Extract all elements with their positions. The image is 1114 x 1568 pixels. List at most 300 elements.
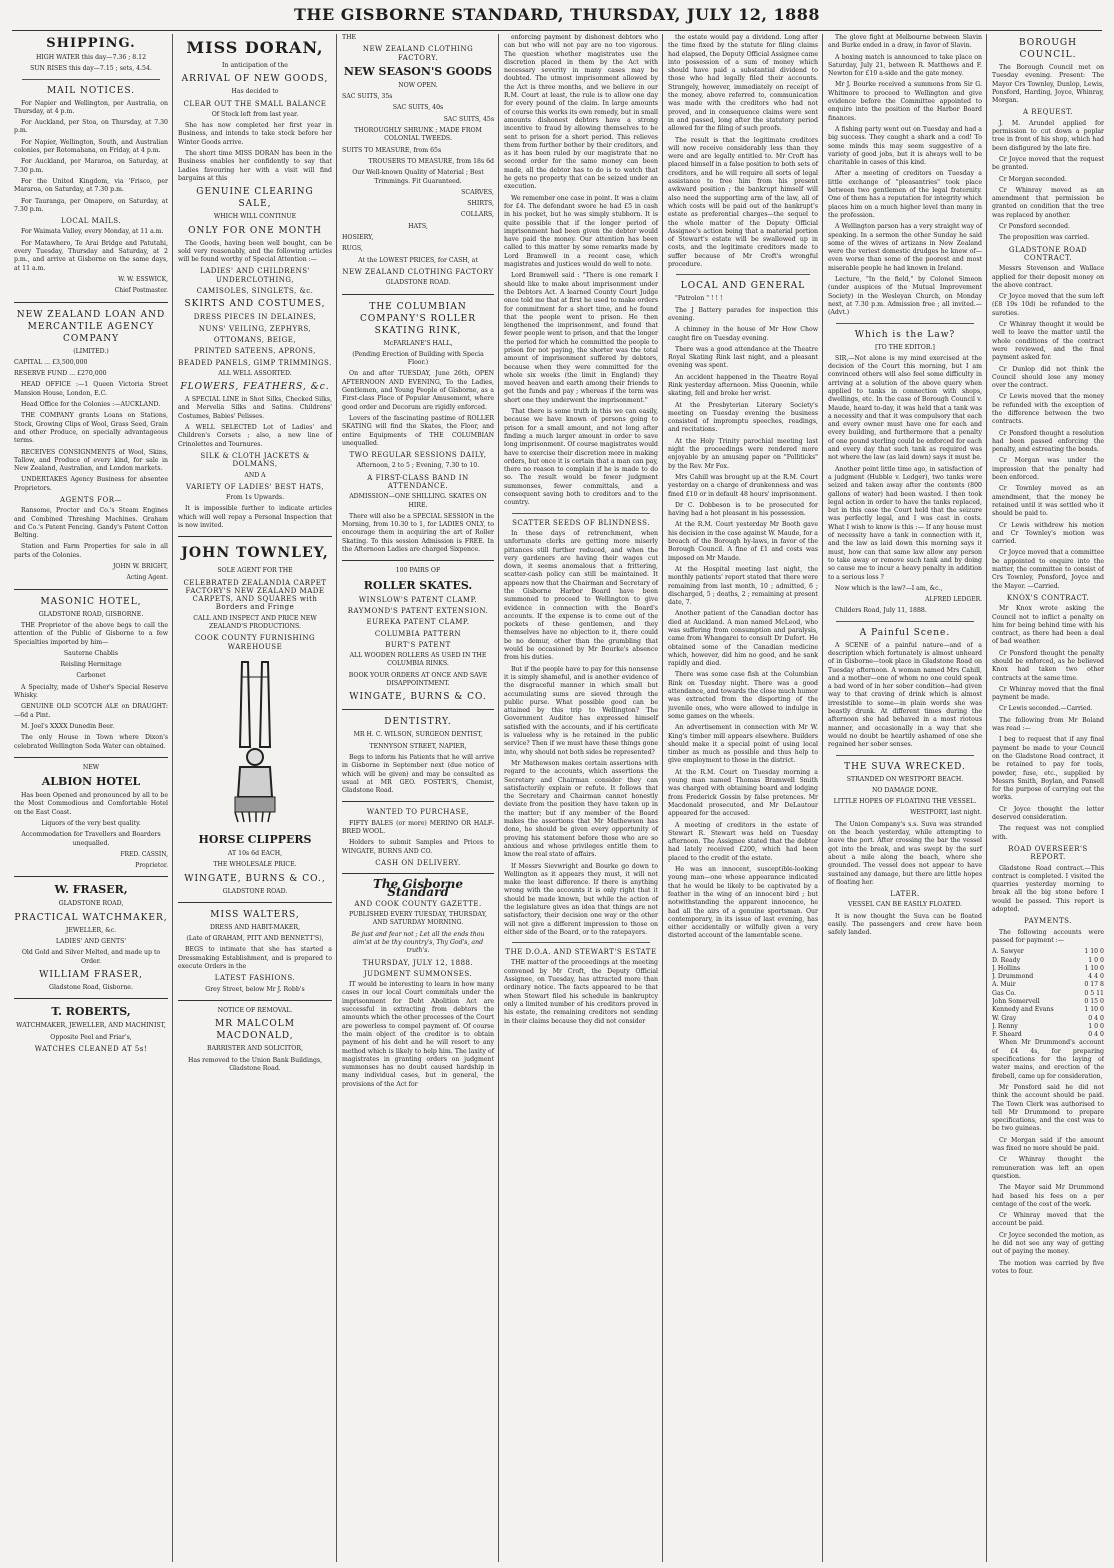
nzcf-title-2: NEW ZEALAND CLOTHING FACTORY [342,267,494,276]
payment-row [992,948,1104,956]
lowest-prices: At the LOWEST PRICES, for CASH, at [358,256,478,264]
walters-text: BEGS to intimate that she has started a Dressmaking Establishment, and is prepared to execute Orders in the [178,946,332,971]
payment-row [992,998,1104,1006]
mail-item: For Napier, Wellington, South, and Australian colonies, per Rotomahana, on Friday, at 4 p.m. [14,138,168,155]
divider [836,323,974,324]
overseer-title: ROAD OVERSEER'S REPORT. [1008,844,1088,862]
council-text: The following from Mr Boland was read :— [992,716,1104,733]
fraser-name: WILLIAM FRASER, [39,969,143,980]
macdonald-title: MR MALCOLM MACDONALD, [214,1019,295,1042]
doran-special-line: A SPECIAL LINE in Shot Silks, Checked Silks, and Mervelia Silks and Satins. Childrens' Costumes, Babies' Pelisses. [178,396,332,420]
council-text: Cr Lewis seconded.—Carried. [999,705,1093,713]
doran-well-selected: A WELL SELECTED Lot of Ladies' and Children's Corsets ; also, a new line of Crinolettes and Tournures. [178,424,332,448]
capital-line: CAPITAL ... £3,500,000 [14,358,88,366]
payments-title: PAYMENTS. [1024,917,1072,926]
shipping-title: SHIPPING. [46,36,136,51]
doran-impossible: It is impossible further to indicate articles which will well repay a Personal Inspection that is now invited. [178,505,332,529]
news-item: Mr J. Bourke received a summons from Sir G. Whitmore to proceed to Wellington and give evidence before the Committee appointed to enquire into the position of the Harbor Board finances. [828,81,982,122]
council-text: When Mr Drummond's account of £4 4s, for preparing specifications for the laying of water mains, and erection of the firebell, came up for consideration, [992,1039,1104,1080]
later-title: LATER. [890,890,920,899]
payee: A. Muir [992,981,1016,989]
doran-decided: Has decided to [231,88,279,96]
article-text: enforcing payment by dishonest debtors who can but who will not pay are no too vigorous. The question whether magistrates use the discretion placed in them by the Act with necessary severity in many cases may be doubted. The utmost imprisonment allowed by the Act is three months, and we believe in our R.M. Court at least, the rule is to allow one day for every pound of the claim. In large amounts of course this works its own remedy, but in small amounts dishonest debtors have a strong incentive to fraud by allowing themselves to be sent to prison for a short period. This relieves them from further bother by their creditors, and as it has been ruled by our magistrate that no second order for the same money can been made, all the debtor has to do is to watch that he gets no property that can be seized under an execution. [504,34,658,191]
macdonald-trade: BARRISTER AND SOLICITOR, [207,1045,303,1053]
mail-notices-title: MAIL NOTICES. [46,85,136,96]
doran-item: LADIES' AND CHILDRENS' UNDERCLOTHING, [200,267,310,284]
painful-text: A SCENE of a painful nature—and of a description which fortunately is almost unheard of in Gisborne—took place in Gladstone Road on Tuesday afternoon. A woman named Mrs Cahill, and a mother—one of whom no one could speak a bad word of in her sober condition—had given way to that craving of drink which is almost irresistible to some—in plain words she was beastly drunk. At different times during the afternoon she had behaved in a most riotous manner, and occasionally in a way that she would no doubt be heartily ashamed of one she regained her sober senses. [828,641,982,749]
council-text: Messrs Stevenson and Wallace applied for their deposit money on the above contract. [992,265,1104,289]
divider [342,801,494,802]
nzcf-title: NEW ZEALAND CLOTHING FACTORY. [362,45,474,62]
albion-title: ALBION HOTEL [41,775,141,789]
fraser-trade: PRACTICAL WATCHMAKER, [14,912,168,923]
payee: D. Ready [992,956,1021,964]
local-item: A chimney in the house of Mr How Chow caught fire on Tuesday evening. [668,326,818,342]
walters-trade: DRESS AND HABIT-MAKER, [209,923,301,931]
local-item: Dr C. Dobbeson is to be prosecuted for having had a hot pleasant in his possession. [668,501,818,518]
payment-row [992,1031,1104,1039]
albion-new: NEW [82,763,100,771]
suva-title: THE SUVA WRECKED. [844,761,966,772]
payment-row [992,973,1104,981]
local-item: "Patrolon " ! ! ! [675,295,723,303]
payee: F. Sheard [992,1031,1022,1039]
payee: Gas Co. [992,989,1017,997]
council-text: Cr Whinray moved that the account be paid. [992,1212,1104,1228]
mail-item: For Tauranga, per Omapere, on Saturday, at 7.30 p.m. [14,197,168,213]
clippers-price: AT 10s 6d EACH, [227,849,283,857]
law-text: SIR,—Not alone is my mind exercised at the decision of the Court this morning, but I am convinced others will also feel some difficulty in arriving at a solution of the above query when applied to tanks in connection with shops, dwellings, etc. In the case of Borough Council v. Maude, heard to-day, it was held that a tank was a necessity and that it was compulsory that each and every owner must have one for each and every building, and furthermore that a penalty of one pound sterling could be enforced for each and every day that such tank as required was not where the law (as laid down) says it must be. [828,354,982,462]
stores-text: Station and Farm Properties for sale in all parts of the Colonies. [14,543,168,559]
local-item: At the Holy Trinity parochial meeting last night the proceedings were rendered more enjoyable by an amusing paper on "Polliticks" by the Rev. Mr Fox. [668,437,818,470]
payee: J. Hollins [992,964,1021,972]
column-1 [14,34,173,1562]
roberts-trade: WATCHMAKER, JEWELLER, AND MACHINIST, [16,1022,166,1030]
fraser-ladies: LADIES' AND GENTS' [55,938,127,946]
columbian-sessions: TWO REGULAR SESSIONS DAILY, [349,451,487,460]
fraser-trade2: JEWELLER, &c. [65,926,117,934]
doran-title: MISS DORAN, [186,38,324,57]
townley-title: JOHN TOWNLEY, [181,545,329,562]
payee: A. Sawyer [992,948,1024,956]
columbian-special: There will also be a SPECIAL SESSION in the Morning, from 10.30 to 1, for LADIES ONLY, to encourage them in acquiring the art of Roller Skating. To this session Admission is FREE. In the Afternoon Ladies are charged Sixpence. [342,512,494,554]
dentistry-title: DENTISTRY. [384,717,452,728]
wine-line: Sauterne Chablis [63,649,119,657]
local-item: At the R.M. Court on Tuesday morning a young man named Thomas Bramwell Smith was charged with obtaining board and lodging from Frederick Gossin by false pretences. Mr Macdonald prosecuted, and Mr DeLautour appeared for the accused. [668,768,818,818]
council-text: J. M. Arundel applied for permission to cut down a poplar tree in front of his shop, which had been disfigured by the late fire. [992,119,1104,152]
masthead-rule [12,30,1102,31]
payment-amount: 1 10 0 [1084,1006,1104,1014]
local-item: The J Battery parades for inspection this evening. [668,306,818,322]
wilson-name: MR H. C. WILSON, SURGEON DENTIST, [353,731,483,739]
doa-text: THE matter of the proceedings at the meeting convened by Mr Croft, the Deputy Official Assignee, on Tuesday, has attracted more than ordinary notice. The facts appeared to be that when Stewart filed his schedule in bankruptcy only a limited number of his creditors proved in his estate, the remaining creditors not sending in their claims because they did not consider [504,959,658,1025]
article-text: That there is some truth in this we can easily, because we have known of persons going to prison for a small amount, and not long after finding a much larger amount in order to save long imprisonment. Of course magistrates would have to exercise their discretion more in making orders, but once it is certain that a man can pay, there no reason to complain if he is made to do so. The result would be fewer judgment summonses, fewer committals, and a consequent saving both to creditors and to the country. [504,408,658,507]
council-text: Cr Whinray moved as an amendment that permission be granted on condition that the tree was replaced by another. [992,186,1104,219]
payment-row [992,1015,1104,1023]
suva-text: The Union Company's s.s. Suva was stranded on the beach yesterday, while attempting to leave the port. After crossing the bar the vessel got into the break, and was swept by the surf about a mile along the beach, where she grounded. The vessel does not appear to have sustained any damage, but there are little hopes of floating her. [828,820,982,886]
townley-zealandia: CELEBRATED ZEALANDIA CARPET FACTORY'S NEW ZEALAND MADE CARPETS, AND SQUARES with Borders and Fringe [183,578,327,612]
suit-line: SAC SUITS, 40s [392,104,444,112]
wilson-text: Begs to inform his Patients that he will arrive in Gisborne in September next (due notice of which will be given) and may be consulted as usual at MR GEO. FOSTER'S, Chemist, Gladstone Road. [342,753,494,795]
council-text: Cr Whinray thought it would be well to leave the matter until the whole conditions of the contract were reviewed, and the final payment asked for. [992,321,1104,362]
law-text: Another point little time ago, in satisfaction of a judgment (Hubble v. Ledger), two tanks were seized and taken away after the contents (800 gallons of water) had been wasted. I then took legal action in order to have the tanks replaced, but in this case the Court held that the seizure was perfectly legal, and I was cast in costs. What I wish to know is this :— If any house must of necessity have a tank in connection with it, and the law as laid down this morning says it must, how can that same law allow any person to take away or remove such tank and by doing so cause me to incur a heavy penalty in addition to a serious loss ? [828,465,982,581]
council-text: Cr Townley moved as an amendment, that the money be retained until it was settled who it should be paid to. [992,485,1104,518]
council-text: Cr Joyce moved that a committee be appointed to enquire into the matter, the committee to consist of Crs Townley, Ponsford, Joyce and the Mayor. —Carried. [992,549,1104,590]
doran-sale: GENUINE CLEARING SALE, [196,187,314,210]
payment-amount: 0 5 11 [1084,989,1104,997]
townley-sole-agent: SOLE AGENT FOR THE [217,567,293,575]
nz-loan-text: HEAD OFFICE :—1 Queen Victoria Street Mansion House, London, E.C. [14,381,168,397]
council-text: Cr Whinray moved that the final payment be made. [992,685,1104,702]
fraser-sub: GLADSTONE ROAD, [58,900,124,908]
patent-line: WINSLOW'S PATENT CLAMP. [358,595,478,604]
dixon-text: The only House in Town where Dixon's celebrated Wellington Soda Water can obtained. [14,734,168,750]
council-text: The motion was carried by five votes to four. [992,1259,1104,1275]
doran-item: BEADED PANELS, GIMP TRIMMINGS. [178,358,332,367]
doran-goods: The Goods, having been well bought, can be sold very reasonably, and the following articles will be found worthy of Special Attention :— [178,239,332,264]
divider [14,876,168,877]
paper-motto: Be just and fear not ; Let all the ends thou aim'st at be thy country's, Thy God's, and truth's. [351,930,485,955]
albion-proprietor: FRED. CASSIN, [120,850,168,858]
columbian-pending: (Pending Erection of Building with Specia Floor.) [352,350,484,367]
nz-loan-text: THE COMPANY grants Loans on Stations, Stock, Growing Clips of Wool, Grass Seed, Grain and other Produce, on specially advantageous terms. [14,412,168,445]
payment-row [992,957,1104,965]
macdonald-removed: Has removed to the Union Bank Buildings, Gladstone Road. [187,1056,323,1072]
doran-from: From 1s Upwards. [225,494,285,502]
council-text: Cr Whinray thought the remuneration was left an open question. [992,1156,1104,1180]
paper-date: THURSDAY, JULY 12, 1888. [362,958,474,967]
editorial-title: JUDGMENT SUMMONSES. [363,969,473,978]
divider [14,757,168,758]
columbian-title: THE COLUMBIAN COMPANY'S ROLLER SKATING RINK, [360,301,476,336]
divider [14,998,168,999]
payee: J. Drummond [992,973,1034,981]
divider [836,621,974,622]
local-item: Another patient of the Canadian doctor has died at Auckland. A man named McLeod, who was suffering from consumption and paralysis, came from Whangarei to consult Dr Dufort. He obtained some of the Canadian medicine which, however, did him no good, and he sank rapidly and died. [668,610,818,668]
payment-amount: 1 0 0 [1088,1022,1104,1030]
doran-silk: SILK & CLOTH JACKETS & DOLMANS, [200,451,310,469]
masonic-title: MASONIC HOTEL, [40,596,142,607]
divider [178,902,332,903]
contract-title: GLADSTONE ROAD CONTRACT. [1008,245,1088,262]
scatter-title: SCATTER SEEDS OF BLINDNESS. [512,518,650,527]
wilson-address: TENNYSON STREET, NAPIER, [369,742,467,750]
suva-date: WESTPORT, last night. [910,809,982,817]
roller-skates-title: ROLLER SKATES. [363,578,473,592]
specialty-text: A Specialty, made of Usher's Special Reserve Whisky. [14,683,168,700]
council-text: Cr Ponsford seconded. [999,223,1070,231]
paper-published: PUBLISHED EVERY TUESDAY, THURSDAY, AND SATURDAY MORNING. [348,911,488,927]
payment-amount: 1 10 0 [1084,948,1104,956]
albion-proprietor-title: Proprietor. [135,862,168,870]
roberts-clean: WATCHES CLEANED AT 5s! [34,1044,148,1053]
editorial-text: IT would be interesting to learn in how many cases in our local Court commitals under the imprisonment for Debt Abolition Act are successful in extracting from debtors the amounts which the other processes of the Court are powerless to compel payment of. Of course the main object of the creditor is to obtain payment of his debt and he will resort to any method which is likely to help him. The laxity of magistrates in granting orders on judgment summonses has no doubt caused hardship in many individual cases, but in general, the provisions of the Act for [342,981,494,1088]
council-text: Cr Lewis withdrew his motion and Cr Townley's motion was carried. [992,521,1104,546]
fraser-title: W. FRASER, [54,883,128,897]
mail-item: For Napier and Wellington, per Australia, on Thursday, at 4 p.m. [14,99,168,115]
column-6 [828,34,987,1562]
council-text: Cr Ponsford thought the penalty should be enforced, as he believed Knox had taken two other contracts at the same time. [992,649,1104,682]
article-text: the estate would pay a dividend. Long after the time fixed by the statute for filing claims had elapsed, the Deputy Official Assignee came into possession of a sum of money which should have paid a substantial dividend to those who had legally filed their accounts. Strangely, however, immediately on receipt of the money, above referred to, communication was made with the creditors who had not proved, and in consequence claims were sent in and passed, long after the statutory period allowed for the filing of such proofs. [668,34,818,133]
payee: J. Renny [992,1022,1018,1030]
doran-item: OTTOMANS, BEIGE, [213,335,297,344]
doran-item: CAMISOLES, SINGLETS, &c. [196,287,314,296]
request-title: A REQUEST. [1022,108,1074,117]
article-text: Lord Bramwell said : "There is one remark I should like to make about imprisonment under the Debtors Act. A learned County Court Judge once told me that at first he used to make orders for commitment for a short time, and he found that the people went to prison. He then lengthened the imprisonment, and found that fewer people went to prison, and that the longer the period for which he committed the people to prison for not paying, the shorter was the total amount of imprisonment suffered by debtors, because when they were committed for the whole six weeks (the limit in England) they moved heaven and earth among their friends to get the funds and pay ; whereas if the term was short one they underwent the imprisonment." [504,272,658,404]
divider [14,589,168,590]
doran-flowers: FLOWERS, FEATHERS, &c. [180,382,330,393]
patent-line: COLUMBIA PATTERN [374,629,462,638]
law-title: Which is the Law? [854,329,956,340]
page-masthead: THE GISBORNE STANDARD, THURSDAY, JULY 12, 1888 [293,5,821,24]
doran-variety: VARIETY OF LADIES' BEST HATS, [186,482,324,491]
divider [512,513,650,514]
article-text: The result is that the legitimate creditors will now receive considerably less than they were and are legally entitled to. Mr Croft has placed himself in a false position to both sets of creditors, and he will require all sorts of legal assistance to free him from his present awkward position ; the bankrupt himself will also need the supporting arm of the law, all of which costs will be paid out of the bankrupt's estate as preferential charges—the sequel to the whole matter of the Deputy Official Assignee's action being that a material portion of Stewart's estate will be swallowed up in costs, and the legitimate creditors made to suffer because of Mr Croft's wrongful procedure. [668,136,818,269]
roberts-title: T. ROBERTS, [51,1005,131,1019]
masonic-text: THE Proprietor of the above begs to call the attention of the Public of Gisborne to a few Specialties imported by him— [14,621,168,646]
column-3 [342,34,499,1562]
divider [342,873,494,874]
clippers-wholesale: THE WHOLESALE PRICE. [213,861,297,869]
clothing-item: RUGS, [342,245,363,253]
scatter-text: If Messrs Sievwright and Bourke go down to Wellington as it appears they must, it will not make the least difference. If there is anything wrong with the accounts it is only right that it should be made known, but while the action of the legislature gives an idea that things are not satisfactory, their decision one way or the other will not give a different impression to those on either side of the Board, or to the ratepayers. [504,862,658,936]
clippers-seller: WINGATE, BURNS & CO., [184,873,326,884]
local-item: A meeting of creditors in the estate of Stewart R. Stewart was held on Tuesday afternoon. The Assignee stated that the debtor had lately received £200, which had been placed to the credit of the estate. [668,821,818,862]
doran-item: DRESS PIECES IN DELAINES, [193,313,317,322]
patent-line: RAYMOND'S PATENT EXTENSION. [347,606,489,615]
local-mails-title: LOCAL MAILS. [60,217,122,226]
council-text: Cr Morgan was under the impression that the penalty had been enforced. [992,457,1104,482]
clothing-item: SCARVES, [461,188,494,196]
local-item: At the Presbyterian Literary Society's meeting on Tuesday evening the business consisted of impromptu speeches, readings, and recitations. [668,401,818,434]
payments-intro: The following accounts were passed for payment :— [992,928,1104,944]
tweeds-line: THOROUGHLY SHRUNK ; MADE FROM COLONIAL TWEEDS. [354,127,482,143]
council-text: Cr Joyce thought the letter deserved consideration. [992,805,1104,822]
nzcf-address: GLADSTONE ROAD. [385,279,451,287]
local-general-title: LOCAL AND GENERAL [680,281,806,292]
divider [836,755,974,756]
painful-title: A Painful Scene. [859,627,951,638]
law-text: Now which is the law?—I am, &c., [835,584,943,592]
council-text: Mr Ponsford said he did not think the account should be paid. The Town Clerk was authorised to tell Mr Drummond to prepare specifications, and the cost was to be two guineas. [992,1083,1104,1133]
wanted-text: FIFTY BALES (or more) MERINO OR HALF-BRED WOOL. [342,819,494,835]
wooden-rollers: ALL WOODEN ROLLERS AS USED IN THE COLUMBIA RINKS. [349,652,487,668]
divider [342,294,494,295]
albion-liquor: Liquors of the very best quality. [41,820,141,827]
doa-title: THE D.O.A. AND STEWART'S ESTATE [505,948,657,957]
columbian-open: On and after TUESDAY, June 26th, OPEN AFTERNOON AND EVENING, To the Ladies, Gentlemen, and Young People of Gisborne, as a First-class Place of Popular Amusement, where good order and Decorum are rigidly enforced. [342,370,494,411]
payee: W. Gray [992,1014,1017,1022]
payment-amount: 1 0 0 [1088,956,1104,964]
news-item: Lecture, "In the field," by Colonel Simeon (under auspices of the Mutual Improvement Society) in the Wesleyan Church, on Monday next, at 7.30 p.m. Admission free ; all invited.—(Advt.) [828,276,982,317]
wanted-holders: Holders to submit Samples and Prices to WINGATE, BURNS AND CO. [342,839,494,855]
council-text: Cr Morgan said if the amount was fixed no more should be paid. [992,1136,1104,1153]
mail-item: For Auckland, per Stoa, on Thursday, at 7.30 p.m. [14,119,168,135]
agents-title: AGENTS FOR— [60,495,122,504]
paper-subtitle: AND COOK COUNTY GAZETTE. [354,899,482,908]
trousers-line: TROUSERS TO MEASURE, from 18s 6d [368,157,494,165]
paper-nameplate: The Gisborne Standard [372,877,464,900]
council-text: I beg to request that if any final payment be made to your Council on the Gladstone Road contract, it be retained to pay for tools, powder, fuse, etc., supplied by Messrs Smith, Boylan, and Pansell for the purpose of carrying out the works. [992,736,1104,802]
pairs-line: 100 PAIRS OF [395,567,441,575]
doran-clear: CLEAR OUT THE SMALL BALANCE [183,99,327,108]
mail-item: For the United Kingdom, via 'Frisco, per Mararoa, on Saturday, at 7.30 p.m. [14,177,168,194]
law-sub: [TO THE EDITOR.] [875,343,935,351]
sun-line: SUN RISES this day—7.15 ; sets, 4.54. [30,65,152,73]
divider [342,560,494,561]
news-item: The glove fight at Melbourne between Slavin and Burke ended in a draw, in favor of Slavin. [828,34,982,50]
local-mail-item: For Waimata Valley, every Monday, at 11 a.m. [21,228,164,236]
divider [14,302,168,303]
clothing-item: SHIRTS, [467,200,494,208]
walters-address: Grey Street, below Mr J. Robb's [205,985,305,993]
borough-intro: The Borough Council met on Tuesday evening. Present: The Mayor Crs Townley, Dunlop, Lewis, Ponsford, Harding, Joyce, Whinray, Morgan. [992,64,1104,105]
overseer-text: Gladstone Road contract.—This contract is completed. I visited the quarries yesterday morning to break all the big stone before I would be passed. This report is adopted. [992,864,1104,914]
manager-name: JOHN W. BRIGHT, [113,563,168,571]
townley-call: CALL AND INSPECT AND PRICE NEW ZEALAND'S PRODUCTIONS. [193,614,317,631]
payments-list [992,948,1104,1039]
nzcf-the: THE [342,34,357,41]
doran-item: PRINTED SATEENS, APRONS, [194,347,316,356]
roberts-address: Opposite Peel and Friar's, [50,1033,132,1041]
doran-stock: Of Stock left from last year. [211,110,299,118]
local-item: At the Hospital meeting last night, the monthly patients' report stated that there were remaining from last month, 10 ; admitted, 6 ; discharged, 5 ; deaths, 2 ; remaining at present date, 7. [668,565,818,607]
council-text: The request was not complied with. [992,825,1104,841]
columbian-admission: ADMISSION—ONE SHILLING. SKATES ON HIRE. [349,493,487,509]
divider [22,79,160,80]
payee: Kennedy and Evans [992,1006,1054,1014]
columbian-times: Afternoon, 2 to 5 ; Evening, 7.30 to 10. [356,462,480,470]
news-item: A fishing party went out on Tuesday and had a big success. They caught a shark and a cod! To some minds this may seem suggestive of a variety of good jobs, but it is always well to be charitable in cases of this kind. [828,125,982,167]
column-4 [504,34,663,1562]
borough-title: BOROUGH COUNCIL. [1019,38,1077,60]
divider [676,274,810,275]
local-item: Mrs Cahill was brought up at the R.M. Court yesterday on a charge of drunkenness and was fined £10 or in default 48 hours' imprisonment. [668,473,818,498]
postmaster-title: Chief Postmaster. [114,287,168,295]
manager-title: Acting Agent. [126,574,168,582]
reserve-line: RESERVE FUND ... £270,000 [14,370,107,378]
patent-line: EUREKA PATENT CLAMP. [366,618,470,627]
nz-loan-text: RECEIVES CONSIGNMENTS of Wool, Skins, Tallow, and Produce of every kind, for sale in New Zealand, Australian, and London markets. [14,448,168,473]
scatter-text: Mr Mathewson makes certain assertions with regard to the accounts, which assertions the Secretary and Chairman consider they can satisfactorily explain or refute. It follows that the Secretary and Chairman cannot honestly deviate from the position they have taken up in the matter; but if any member of the Board makes the assertions that Mr Mathewson has done, he should be given every opportunity of proving his statement before those who are so anxious and whose privileges entitle them to know the real state of affairs. [504,759,658,859]
doran-anticipation: In anticipation of the [222,62,288,69]
new-season-title: NEW SEASON'S GOODS [343,64,493,78]
local-mail-item: For Matawhero, Te Arai Bridge and Patutahi, every Tuesday, Thursday and Saturday, at 2 p.m., and arrive at Gisborne on the same days, at 11 a.m. [14,239,168,272]
nz-loan-text: Head Office for the Colonies :—AUCKLAND. [21,401,161,409]
doran-item: NUNS' VEILING, ZEPHYRS, [198,324,312,333]
scatter-text: In these days of retrenchment, when unfortunate clerks are getting more miserly pittances still further reduced, and when the very gardeners are having their wages cut down, it seems anomalous that a frittering, scatter-cash policy can still be maintained. It appears now that the Chairman and Secretary of the Gisborne Harbor Board have been summoned to proceed to Wellington to give evidence in connection with the Board's accounts. If the expense is to come out of the pockets of these gentlemen, and they themselves have no objection to it, there could be no demur, other than the grumbling that would be occasioned by Mr Bourke's absence from his duties. [504,529,658,662]
payment-row [992,1023,1104,1031]
council-text: Cr Ponsford thought a resolution had been passed enforcing the penalty, and estreating the bonds. [992,429,1104,454]
book-orders: BOOK YOUR ORDERS AT ONCE AND SAVE DISAPPOINTMENT. [348,671,488,688]
clothing-item: HOSIERY, [342,234,374,242]
payment-row [992,965,1104,973]
cash-on-delivery: CASH ON DELIVERY. [375,858,461,867]
nz-loan-title: NEW ZEALAND LOAN AND MERCANTILE AGENCY COMPANY [16,309,166,344]
quality-line: Our Well-known Quality of Material ; Best Trimmings. Fit Guaranteed. [352,169,484,185]
walters-fashions: LATEST FASHIONS. [214,974,296,983]
divider [342,709,494,710]
columbian-band: A FIRST-CLASS BAND IN ATTENDANCE. [367,473,469,490]
column-2 [178,34,337,1562]
suit-line: SAC SUITS, 35s [342,93,393,101]
local-item: An accident happened in the Theatre Royal Rink yesterday afternoon. Miss Queenin, while skating, fell and broke her wrist. [668,373,818,398]
wine-line: Reisling Hermitage [60,661,122,669]
divider [178,536,332,537]
law-date: Childers Road, July 11, 1888. [835,607,927,615]
payment-amount: 1 10 0 [1084,964,1104,972]
masonic-sub: GLADSTONE ROAD, GISBORNE. [38,610,144,618]
doran-one-month: ONLY FOR ONE MONTH [188,225,322,236]
ale-text: GENUINE OLD SCOTCH ALE on DRAUGHT:—6d a Pint. [14,703,168,719]
later-sub: VESSEL CAN BE EASILY FLOATED. [848,901,962,909]
payment-amount: 0 4 0 [1088,1014,1104,1022]
later-text: It is now thought the Suva can be floated easily. The passengers and crew have been safely landed. [828,912,982,937]
news-item: A Wellington parson has a very straight way of speaking. In a sermon the other Sunday he said some of the wives of artizans in New Zealand were the veriest domestic drudges he knew of—even worse than some of the poorest and most miserable people he had known in Ireland. [828,223,982,272]
albion-text: Has been Opened and pronounced by all to be the Most Commodious and Comfortable Hotel on the East Coast. [14,792,168,816]
new-season-open: NOW OPEN. [398,81,438,89]
clippers-address: GLADSTONE ROAD. [222,887,288,895]
local-item: An advertisement in connection with Mr W. King's timber mill appears elsewhere. Builders should make it a special point of using local timber as much as possible and thus help to give employment to those in the district. [668,724,818,765]
wine-line: Carbonet [76,672,106,680]
beer-text: M. Joel's XXXX Dunedin Beer. [21,722,115,730]
local-item: He was an innocent, susceptible-looking young man—one whose appearance indicated that he would be likely to be captivated by a feather in the wing of an innocent bird ; but notwithstanding the apparent innocence, he had all the airs of a genuine sportsman. Our contemporary, in its issue of last evening, has either accidentally or wilfully given a very distorted account of the lamentable scene. [668,866,818,940]
local-item: There was some case fish at the Columbian Rink on Tuesday night. There was a good attendance, and towards the close much humor was extracted from the disporting of the juvenile ones, who were allowed to indulge in some games on the wheels. [668,671,818,720]
column-7 [992,34,1104,1562]
doran-text: She has now completed her first year in Business, and intends to take stock before her Winter Goods arrive. [178,122,332,146]
council-text: Cr Joyce moved that the sum left (£8 19s 10d) be refunded to the sureties. [992,293,1104,317]
council-text: Cr Lewis moved that the money be refunded with the exception of the difference between the two contracts. [992,393,1104,426]
payee: John Somervell [992,997,1040,1005]
suva-sub: STRANDED ON WESTPORT BEACH. [846,775,964,783]
clothing-item: COLLARS, [460,211,494,219]
measure-line: SUITS TO MEASURE, from 65s [342,146,442,154]
townley-cook: COOK COUNTY FURNISHING WAREHOUSE [194,634,316,651]
law-signature: ALFRED LEDGER. [925,596,982,604]
payment-row [992,981,1104,989]
scatter-text: But if the people have to pay for this nonsense it is simply shameful, and is another evidence of the disgraceful manner in which small but accumulating sums are sieved through the public purse. What possible good can be attained by this trip to Wellington? The Government Auditor has expressed himself satisfied with the accounts, and if his certificate is valueless why is he retained in the public service? Then if we must have these things gone into, why should not both sides be represented? [504,665,658,756]
patent-line: BURT'S PATENT [385,640,451,649]
payment-amount: 4 4 0 [1088,973,1104,981]
council-text: The proposition was carried. [999,234,1090,242]
payment-row [992,990,1104,998]
walters-late: (Late of GRAHAM, PITT AND BENNETT'S), [186,935,324,943]
fraser-old-gold: Old Gold and Silver Melted, and made up to Order. [21,949,161,965]
council-text: Cr Joyce moved that the request be granted. [992,155,1104,172]
clothing-item: HATS, [408,222,428,230]
suit-line: SAC SUITS, 45s [443,115,494,123]
columbian-lovers: Lovers of the fascinating pastime of ROLLER SKATING will find the Skates, the Floor, and entire Equipments of THE COLUMBIAN unequalled. [342,414,494,447]
nz-loan-text: UNDERTAKES Agency Business for absentee Proprietors. [14,476,168,492]
mail-item: For Auckland, per Mararoa, on Saturday, at 7.30 p.m. [14,158,168,174]
agents-text: Ransome, Proctor and Co.'s Steam Engines and Combined Threshing Machines. Graham and Co.'s Patent Fencing. Gandy's Patent Cotton Belting. [14,507,168,540]
divider [512,942,650,943]
divider [178,1000,332,1001]
local-item: At the R.M. Court yesterday Mr Booth gave his decision in the case against W. Maude, for a breach of the Borough by-laws, in favor of the Borough Council. A fine of £1 and costs was imposed on Mr Maude. [668,521,818,562]
council-text: Cr Morgan seconded. [999,175,1067,183]
news-item: After a meeting of creditors on Tuesday a little exchange of "pleasantries" took place between two gentlemen of the legal fraternity. One of them has a reputation for integrity which places him on a much higher level than many in the profession. [828,170,982,219]
doran-continue: WHICH WILL CONTINUE [213,213,297,221]
walters-title: MISS WALTERS, [210,909,300,920]
doran-arrival: ARRIVAL OF NEW GOODS, [181,74,329,85]
news-item: A boxing match is announced to take place on Saturday, July 21, between R. Matthews and F. Newton for £10 a-side and the gate money. [828,53,982,78]
horse-clippers-illustration [220,657,290,827]
suva-sub: NO DAMAGE DONE. [871,786,939,794]
suva-sub: LITTLE HOPES OF FLOATING THE VESSEL. [833,798,977,806]
removal-title: NOTICE OF REMOVAL. [217,1006,293,1014]
column-5 [668,34,823,1562]
albion-accommodation: Accommodation for Travellers and Boarders unequalled. [21,831,161,847]
